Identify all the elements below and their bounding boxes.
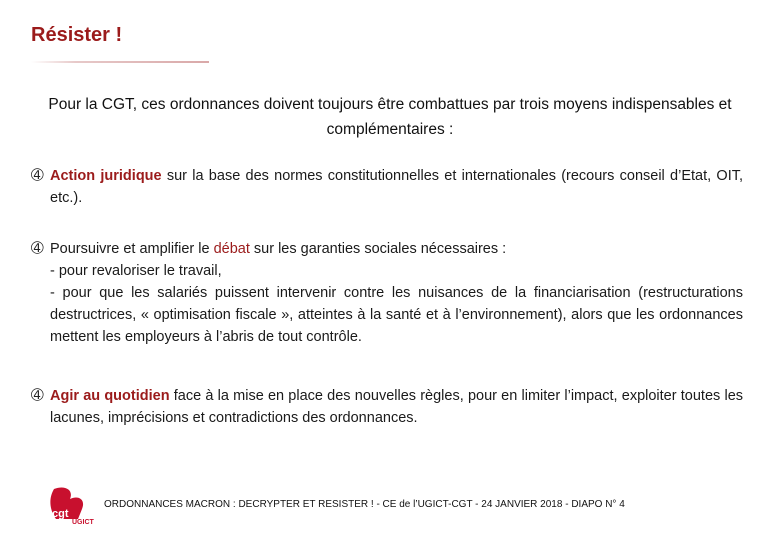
footer-text: ORDONNANCES MACRON : DECRYPTER ET RESISTER ! - CE de l’UGICT-CGT - 24 JANVIER 2018 - DIAPO N° 4 <box>104 499 625 510</box>
highlight-action-juridique: Action juridique <box>50 168 162 184</box>
item-line <box>50 238 743 260</box>
cgt-ugict-logo <box>48 485 94 525</box>
sub-point-salaries: - pour que les salariés puissent intervenir contre les nuisances de la financiarisation (restructurations destructrices, « optimisation fiscale », atteintes à la santé et à l’environnement), alors que les ordonnances mettent les employeurs à l’abris de tout contrôle. <box>50 285 743 345</box>
bullet-icon: ➃ <box>31 167 44 184</box>
bullet-icon: ➃ <box>31 387 44 404</box>
logo-ugict-text: UGICT <box>72 519 94 525</box>
title-underline <box>31 61 209 63</box>
sub-point-revaloriser: - pour revaloriser le travail, <box>50 263 222 279</box>
list-item-body <box>50 165 743 209</box>
highlight-debat: débat <box>213 241 250 257</box>
list-item-body <box>50 385 743 429</box>
item-text: sur la base des normes constitutionnelles et internationales (recours conseil d’Etat, OIT, etc.). <box>50 168 743 206</box>
highlight-agir-au-quotidien: Agir au quotidien <box>50 388 170 404</box>
list-item-debate <box>31 238 743 348</box>
intro-paragraph: Pour la CGT, ces ordonnances doivent toujours être combattues par trois moyens indispensables et complémentaires : <box>48 96 732 138</box>
slide-title: Résister ! <box>31 24 123 46</box>
list-item-legal-action <box>31 165 743 209</box>
item-text: face à la mise en place des nouvelles règles, pour en limiter l’impact, exploiter toutes les lacunes, imprécisions et contradictions des ordonnances. <box>50 388 744 426</box>
logo-cgt-text: cgt <box>52 508 69 520</box>
list-item-body <box>50 238 743 348</box>
list-item-daily-action <box>31 385 743 429</box>
item-text-pre: Poursuivre et amplifier le <box>50 241 214 257</box>
item-text-post: sur les garanties sociales nécessaires : <box>249 241 507 257</box>
bullet-icon: ➃ <box>31 240 44 257</box>
